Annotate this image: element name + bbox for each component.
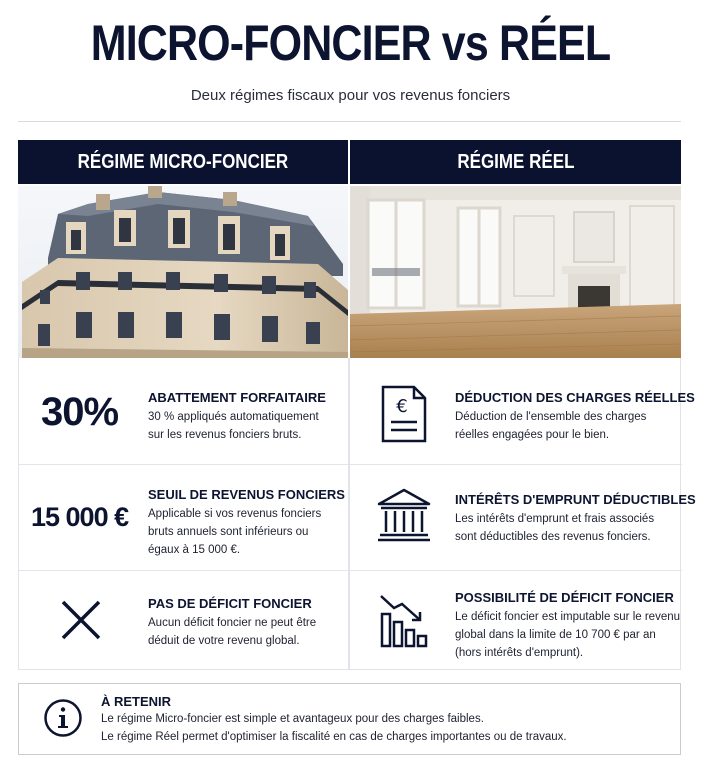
abattement-desc: 30 % appliqués automatiquement sur les revenus fonciers bruts. bbox=[148, 411, 319, 441]
micro-foncier-header: RÉGIME MICRO-FONCIER bbox=[18, 140, 348, 184]
svg-text:€: € bbox=[396, 396, 408, 417]
seuil-title: SEUIL DE REVENUS FONCIERS bbox=[148, 487, 345, 502]
row-divider bbox=[19, 464, 350, 465]
bank-building-icon bbox=[376, 488, 432, 542]
reel-header: RÉGIME RÉEL bbox=[350, 140, 681, 184]
seuil-desc: Applicable si vos revenus fonciers bruts annuels sont inférieurs ou égaux à 15 000 €. bbox=[148, 508, 322, 556]
euro-document-icon bbox=[380, 384, 428, 444]
retenir-line: Le régime Réel permet d'optimiser la fiscalité en cas de charges importantes ou de travaux. bbox=[101, 731, 567, 743]
declining-chart-icon bbox=[378, 592, 430, 650]
page-title: MICRO-FONCIER vs RÉEL bbox=[90, 15, 611, 71]
title-divider bbox=[18, 121, 681, 122]
deficit-title: PAS DE DÉFICIT FONCIER bbox=[148, 596, 312, 611]
micro-foncier-panel bbox=[18, 358, 349, 670]
possibilite-deficit-title: POSSIBILITÉ DE DÉFICIT FONCIER bbox=[455, 590, 674, 605]
retenir-box bbox=[18, 683, 681, 755]
abattement-figure: 30% bbox=[41, 390, 119, 434]
row-divider bbox=[19, 570, 350, 571]
possibilite-deficit-desc: Le déficit foncier est imputable sur le revenu global dans la limite de 10 700 € par an (hors intérêts d'emprunt). bbox=[455, 611, 681, 659]
charges-title: DÉDUCTION DES CHARGES RÉELLES bbox=[455, 390, 695, 405]
abattement-title: ABATTEMENT FORFAITAIRE bbox=[148, 390, 326, 405]
charges-desc: Déduction de l'ensemble des charges réelles engagées pour le bien. bbox=[455, 411, 647, 441]
deficit-desc: Aucun déficit foncier ne peut être déduit de votre revenu global. bbox=[148, 617, 317, 647]
cross-icon bbox=[59, 598, 103, 642]
interets-desc: Les intérêts d'emprunt et frais associés sont déductibles des revenus fonciers. bbox=[455, 513, 655, 543]
reel-panel bbox=[349, 358, 696, 670]
row-divider bbox=[350, 570, 682, 571]
empty-room-photo bbox=[350, 186, 681, 358]
page-subtitle: Deux régimes fiscaux pour vos revenus fonciers bbox=[190, 87, 511, 104]
interets-title: INTÉRÊTS D'EMPRUNT DÉDUCTIBLES bbox=[455, 492, 696, 507]
seuil-figure: 15 000 € bbox=[31, 502, 129, 532]
info-icon bbox=[43, 698, 83, 738]
retenir-title: À RETENIR bbox=[101, 694, 172, 709]
haussmann-building-photo bbox=[18, 186, 348, 358]
row-divider bbox=[350, 464, 682, 465]
retenir-line: Le régime Micro-foncier est simple et avantageux pour des charges faibles. bbox=[101, 713, 484, 725]
